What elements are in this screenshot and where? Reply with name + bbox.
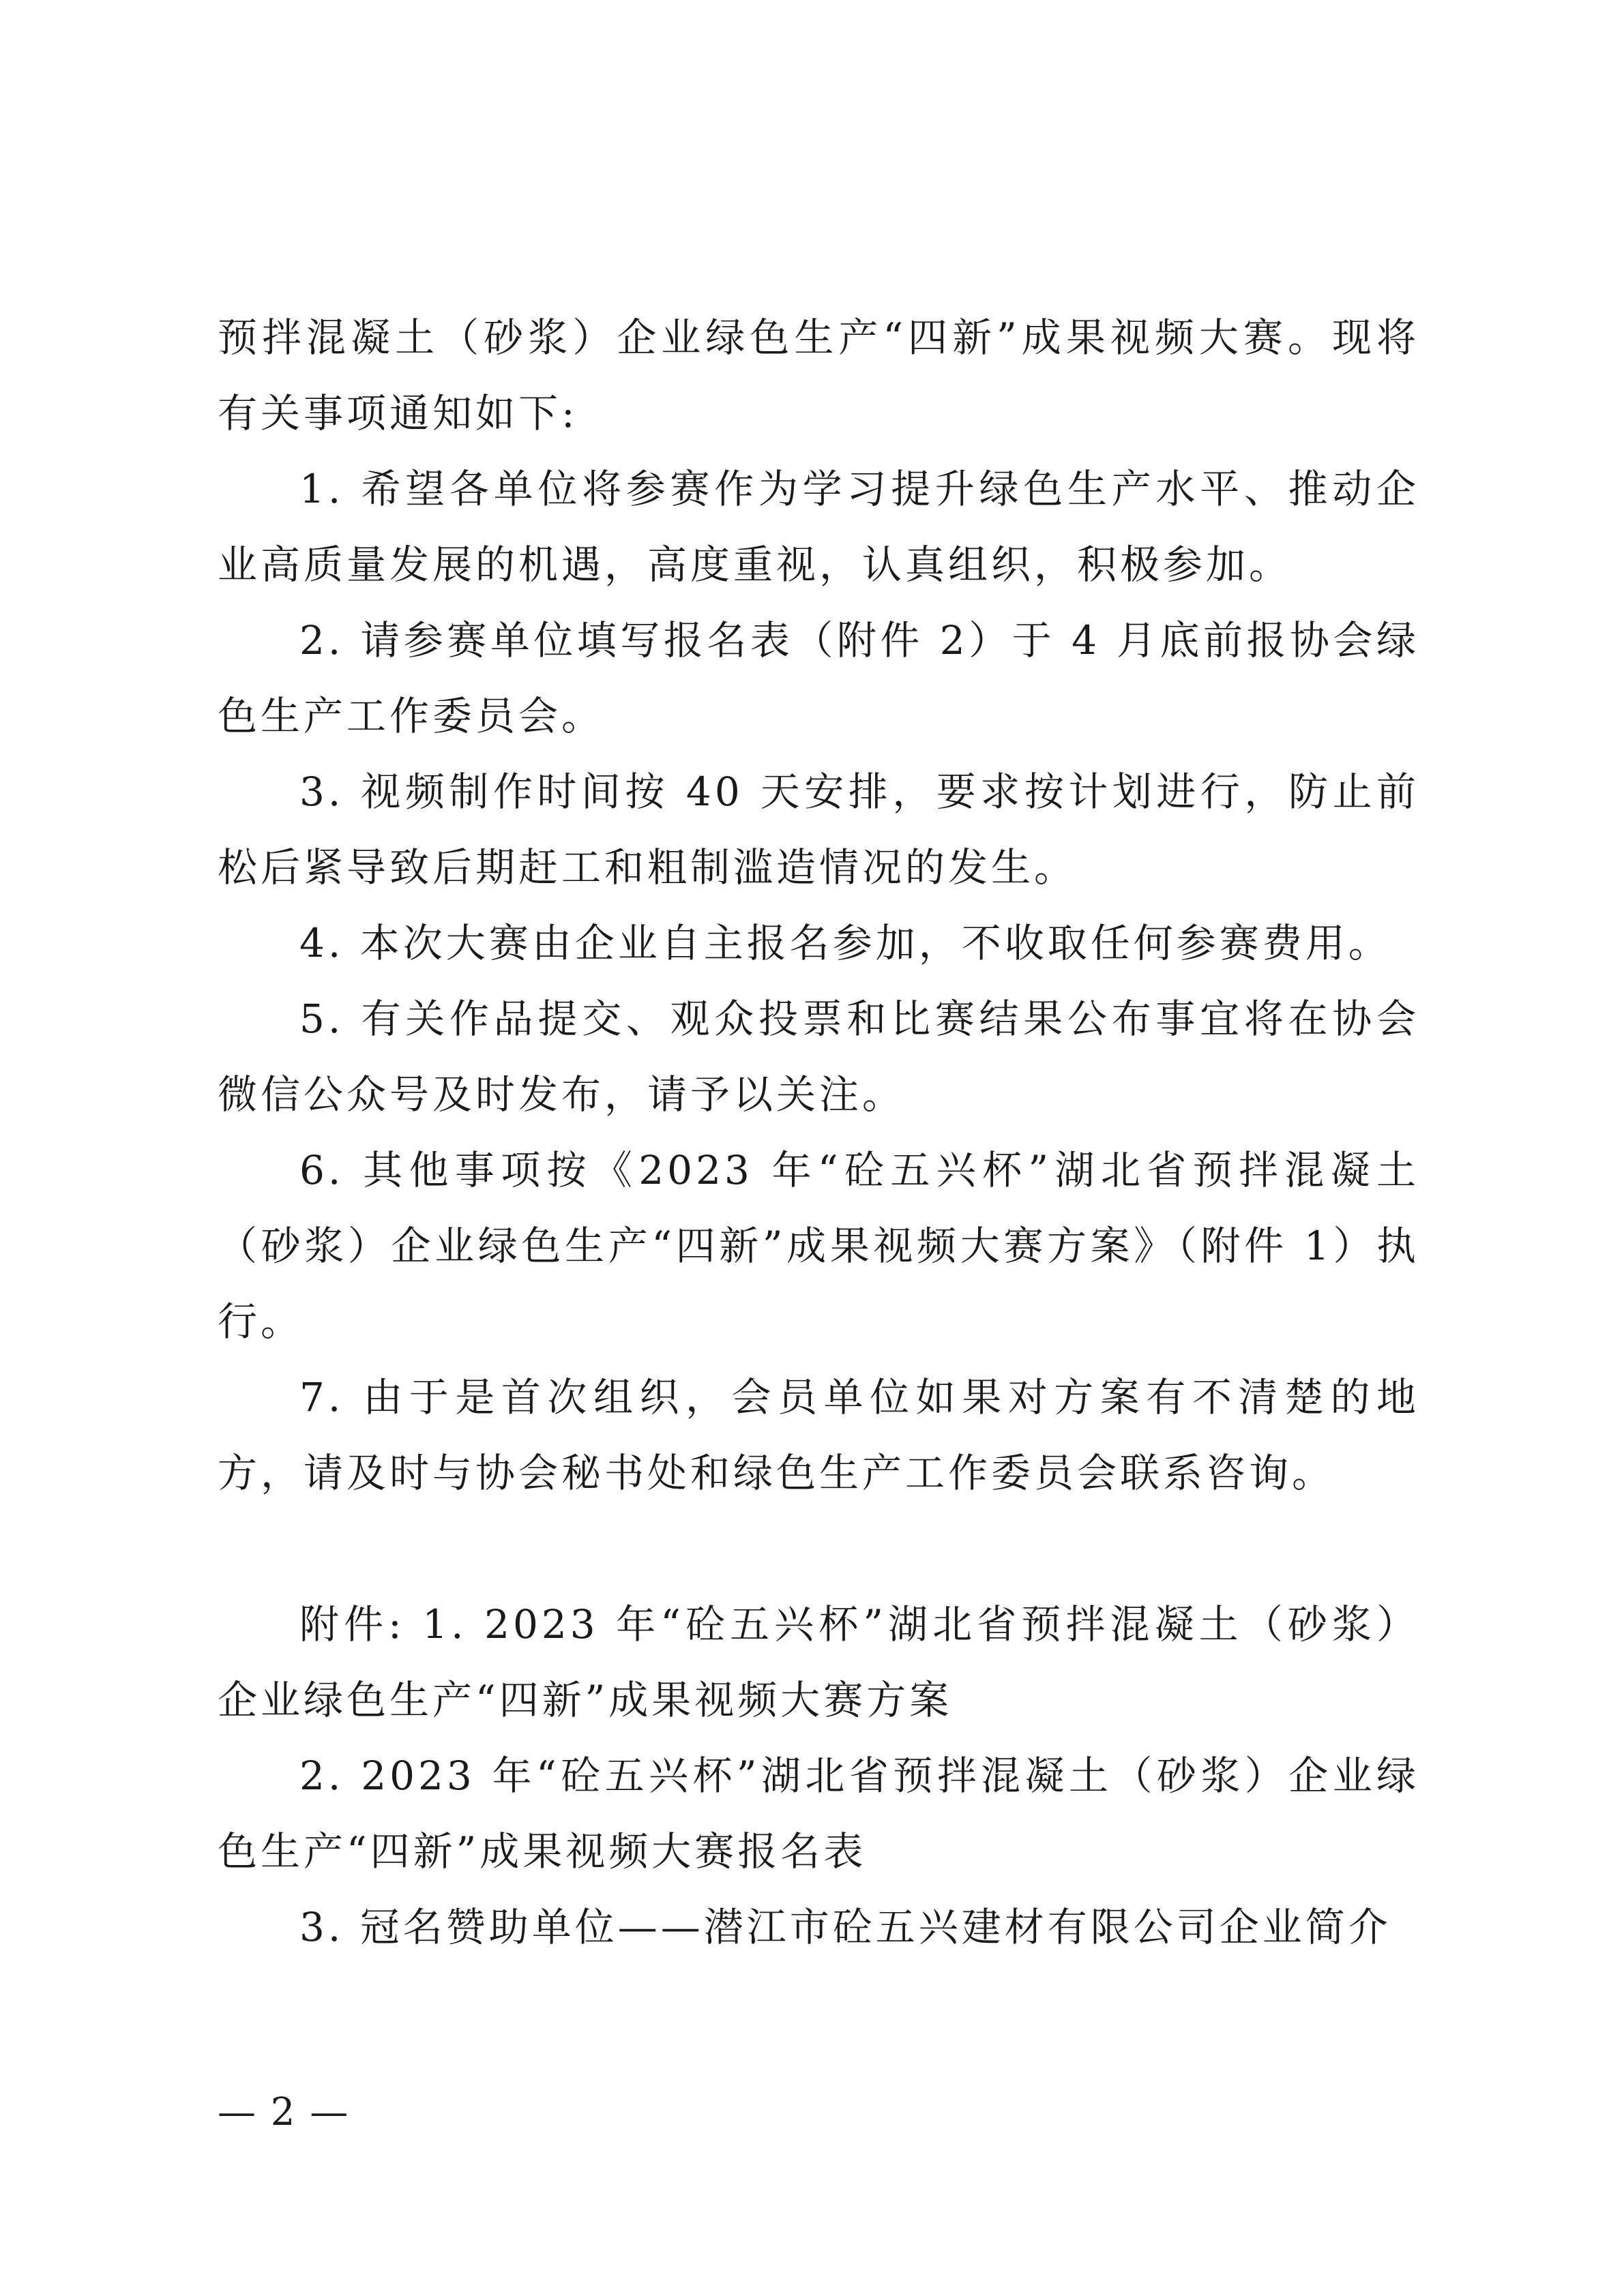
spacer bbox=[218, 1511, 1419, 1587]
item-5: 5. 有关作品提交、观众投票和比赛结果公布事宜将在协会微信公众号及时发布，请予以关注。 bbox=[218, 996, 1419, 1118]
attachment-3: 3. 冠名赞助单位——潜江市砼五兴建材有限公司企业简介 bbox=[299, 1904, 1391, 1950]
intro-paragraph: 预拌混凝土（砂浆）企业绿色生产“四新”成果视频大赛。现将有关事项通知如下: bbox=[218, 314, 1419, 436]
item-1: 1. 希望各单位将参赛作为学习提升绿色生产水平、推动企业高质量发展的机遇，高度重视，认真组织，积极参加。 bbox=[218, 466, 1419, 588]
item-6: 6. 其他事项按《2023 年“砼五兴杯”湖北省预拌混凝土（砂浆）企业绿色生产“四新”成果视频大赛方案》（附件 1）执行。 bbox=[218, 1147, 1419, 1345]
attachment-2: 2. 2023 年“砼五兴杯”湖北省预拌混凝土（砂浆）企业绿色生产“四新”成果视频大赛报名表 bbox=[218, 1753, 1419, 1875]
item-3: 3. 视频制作时间按 40 天安排，要求按计划进行，防止前松后紧导致后期赶工和粗制滥造情况的发生。 bbox=[218, 769, 1419, 891]
attachment-1: 附件: 1. 2023 年“砼五兴杯”湖北省预拌混凝土（砂浆）企业绿色生产“四新”成果视频大赛方案 bbox=[218, 1601, 1419, 1723]
item-7: 7. 由于是首次组织，会员单位如果对方案有不清楚的地方，请及时与协会秘书处和绿色生产工作委员会联系咨询。 bbox=[218, 1374, 1419, 1496]
page-number: — 2 — bbox=[218, 2090, 350, 2134]
item-4: 4. 本次大赛由企业自主报名参加，不收取任何参赛费用。 bbox=[299, 920, 1391, 966]
document-body bbox=[218, 300, 1419, 1965]
item-2: 2. 请参赛单位填写报名表（附件 2）于 4 月底前报协会绿色生产工作委员会。 bbox=[218, 617, 1419, 739]
